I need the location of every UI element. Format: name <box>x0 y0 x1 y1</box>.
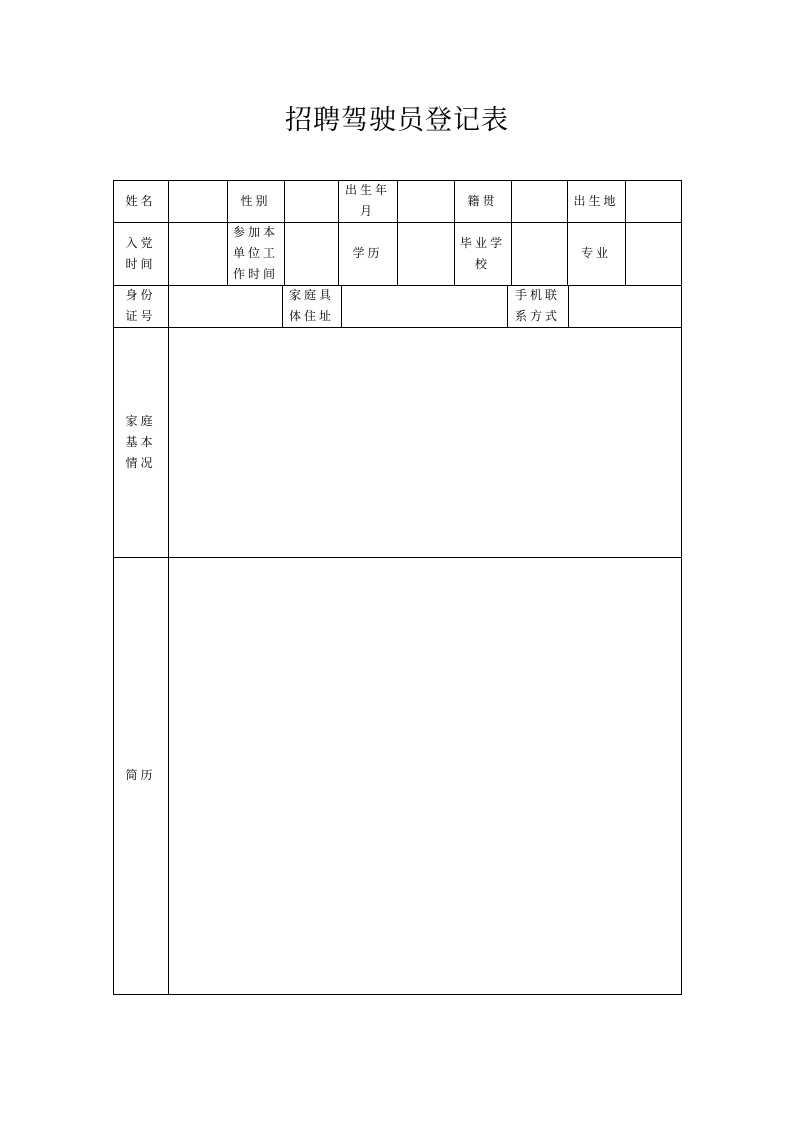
table-border-right <box>681 180 682 995</box>
resume-field[interactable] <box>169 558 681 994</box>
gender-label: 性别 <box>240 193 271 208</box>
education-label: 学历 <box>352 246 383 260</box>
major-field[interactable] <box>626 223 681 285</box>
birth-date-label: 出生年 月 <box>344 183 390 218</box>
id-number-field[interactable] <box>169 286 282 327</box>
work-start-date-label: 参加本 单位工 作时间 <box>232 225 278 281</box>
family-situation-field[interactable] <box>169 328 681 557</box>
mobile-phone-field[interactable] <box>569 286 681 327</box>
table-border-bottom <box>113 994 682 995</box>
mobile-phone-label: 手机联 系方式 <box>514 288 560 323</box>
home-address-field[interactable] <box>342 286 507 327</box>
birthplace-field[interactable] <box>626 181 681 222</box>
work-start-date-field[interactable] <box>285 223 338 285</box>
party-join-date-label: 入党 时间 <box>125 235 156 271</box>
document-title: 招聘驾驶员登记表 <box>285 105 509 136</box>
id-number-label: 身份 证号 <box>125 288 156 323</box>
birthplace-label: 出生地 <box>573 193 619 208</box>
name-field[interactable] <box>169 181 227 222</box>
graduate-school-field[interactable] <box>512 223 567 285</box>
resume-label: 简历 <box>125 768 156 782</box>
native-place-field[interactable] <box>512 181 567 222</box>
graduate-school-label: 毕业学 校 <box>459 235 505 271</box>
name-label: 姓名 <box>125 193 156 208</box>
education-field[interactable] <box>398 223 454 285</box>
gender-field[interactable] <box>285 181 338 222</box>
birth-date-field[interactable] <box>398 181 454 222</box>
family-situation-label: 家庭 基本 情况 <box>125 413 156 470</box>
major-label: 专业 <box>580 246 611 260</box>
party-join-date-field[interactable] <box>169 223 227 285</box>
home-address-label: 家庭具 体住址 <box>288 288 334 323</box>
native-place-label: 籍贯 <box>467 193 498 208</box>
